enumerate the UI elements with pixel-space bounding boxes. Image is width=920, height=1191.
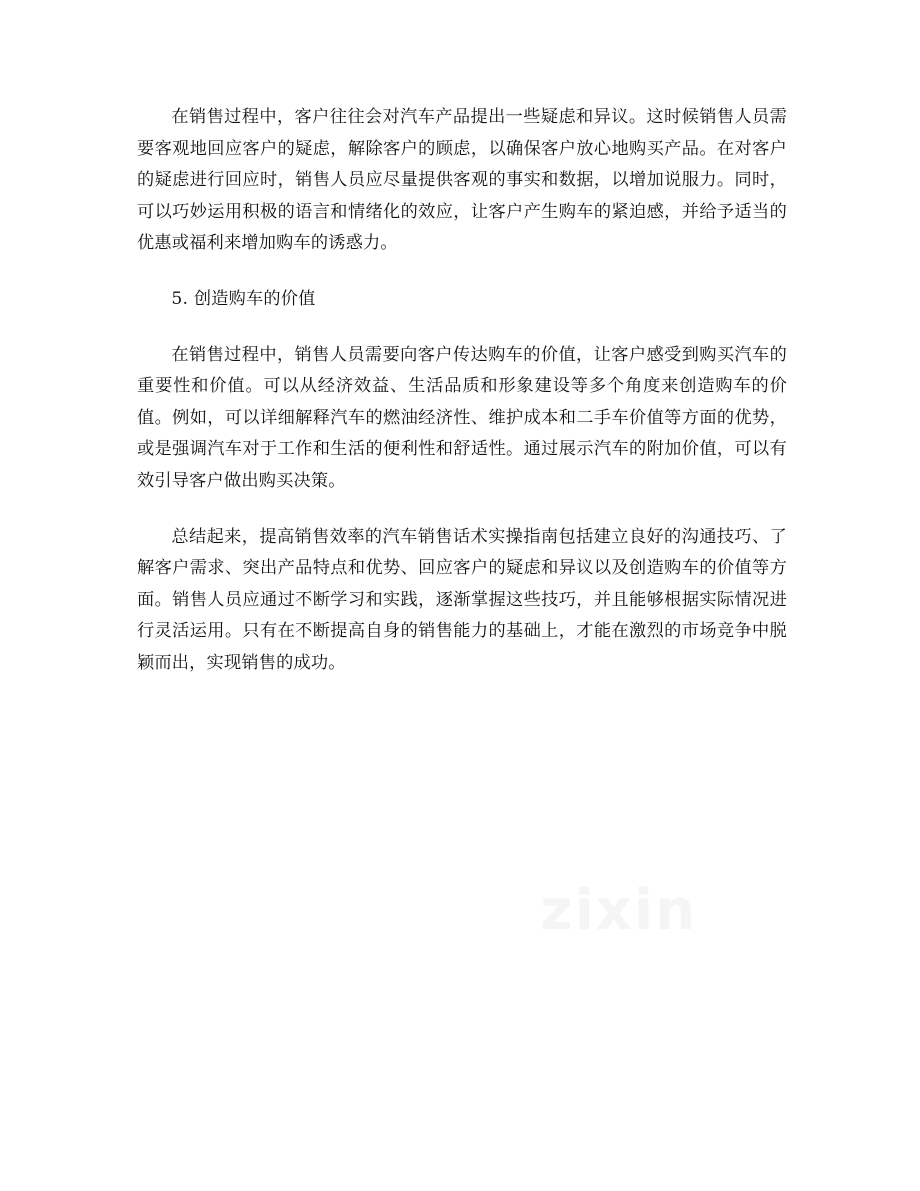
paragraph-spacer: [137, 498, 787, 522]
paragraph-purchase-value: 在销售过程中，销售人员需要向客户传达购车的价值，让客户感受到购买汽车的重要性和价值。可以从经济效益、生活品质和形象建设等多个角度来创造购车的价值。例如，可以详细解释汽车的燃油经济性、维护成本和二手车价值等方面的优势，或是强调汽车对于工作和生活的便利性和舒适性。通过展示汽车的附加价值，可以有效引导客户做出购买决策。: [137, 344, 787, 491]
section-heading: 5. 创造购车的价值: [171, 288, 316, 309]
paragraph-spacer: [137, 260, 787, 284]
document-body: [137, 102, 787, 680]
paragraph-objection-handling: 在销售过程中，客户往往会对汽车产品提出一些疑虑和异议。这时候销售人员需要客观地回应客户的疑虑，解除客户的顾虑，以确保客户放心地购买产品。在对客户的疑虑进行回应时，销售人员应尽量提供客观的事实和数据，以增加说服力。同时，可以巧妙运用积极的语言和情绪化的效应，让客户产生购车的紧迫感，并给予适当的优惠或福利来增加购车的诱惑力。: [137, 107, 787, 254]
paragraph-summary: 总结起来，提高销售效率的汽车销售话术实操指南包括建立良好的沟通技巧、了解客户需求、突出产品特点和优势、回应客户的疑虑和异议以及创造购车的价值等方面。销售人员应通过不断学习和实践，逐渐掌握这些技巧，并且能够根据实际情况进行灵活运用。只有在不断提高自身的销售能力的基础上，才能在激烈的市场竞争中脱颖而出，实现销售的成功。: [137, 526, 787, 673]
watermark: [540, 878, 697, 943]
paragraph-spacer: [137, 316, 787, 340]
